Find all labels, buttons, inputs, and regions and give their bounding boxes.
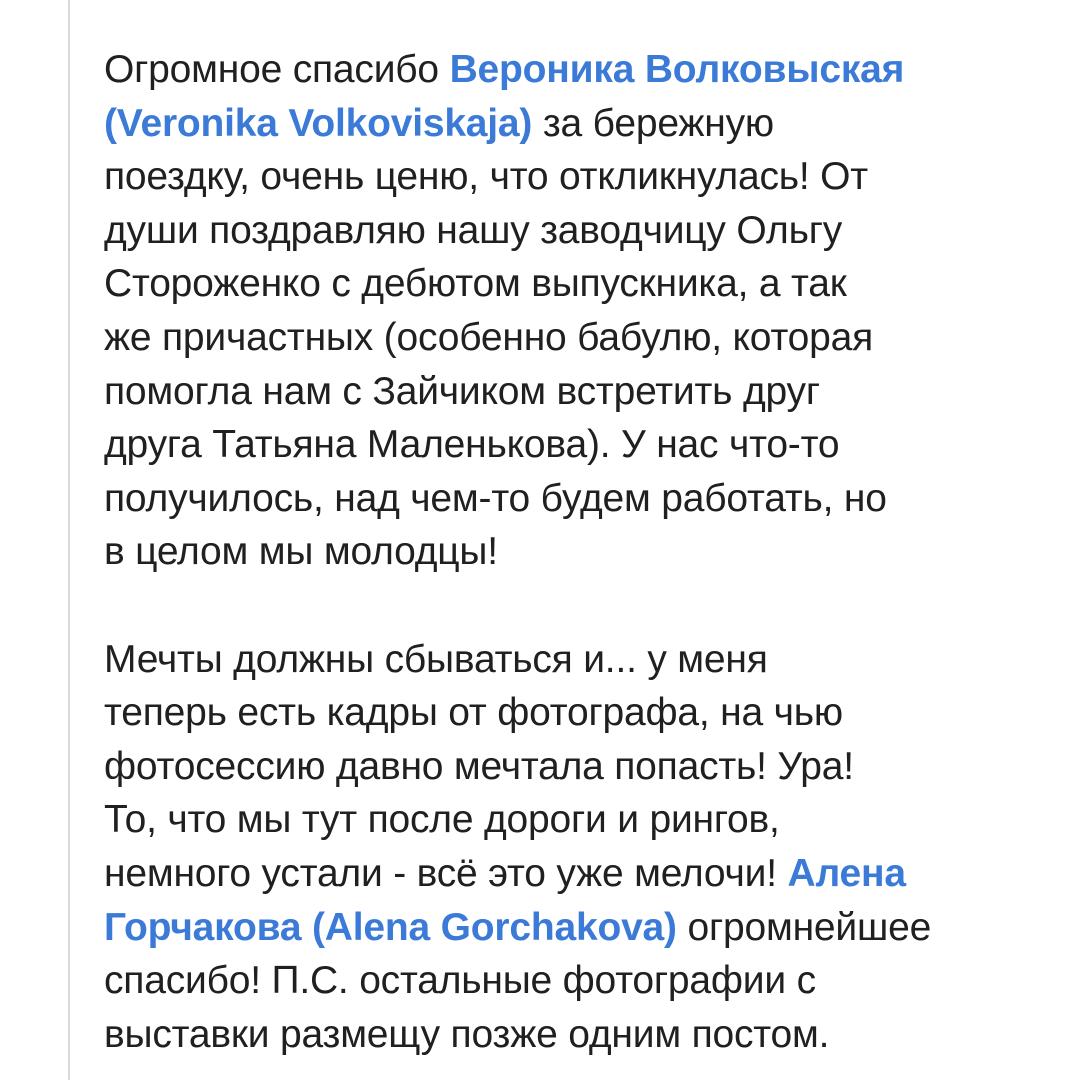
paragraph-gap (104, 579, 1034, 633)
mention-link-alena[interactable]: Алена (787, 851, 906, 895)
text-line: То, что мы тут после дороги и рингов, (104, 798, 780, 842)
post-body (104, 43, 1034, 1061)
text-line: огромнейшее (676, 905, 932, 949)
text-line: же причастных (особенно бабулю, которая (104, 315, 874, 359)
text-line: Стороженко с дебютом выпускника, а так (104, 262, 847, 306)
text-line: помогла нам с Зайчиком встретить друг (104, 369, 820, 413)
paragraph-1 (104, 43, 1034, 579)
text-line: фотосессию давно мечтала попасть! Ура! (104, 744, 854, 788)
text-line: спасибо! П.С. остальные фотографии с (104, 959, 816, 1003)
text-line: Огромное спасибо (104, 48, 450, 91)
text-line: в целом мы молодцы! (104, 530, 498, 574)
text-line: поездку, очень ценю, что откликнулась! От (104, 155, 868, 199)
text-line: друга Татьяна Маленькова). У нас что-то (104, 423, 840, 467)
text-line: немного устали - всё это уже мелочи! (104, 851, 788, 895)
text-line: теперь есть кадры от фотографа, на чью (104, 691, 843, 735)
text-line: за бережную (532, 101, 774, 145)
text-line: души поздравляю нашу заводчицу Ольгу (104, 208, 843, 252)
left-divider (68, 0, 70, 1080)
text-line: получилось, над чем-то будем работать, но (104, 476, 887, 520)
mention-link-alena-full[interactable]: Горчакова (Alena Gorchakova) (104, 905, 677, 949)
mention-link-veronika[interactable]: Вероника Волковыская (449, 48, 905, 91)
text-line: выставки размещу позже одним постом. (104, 1012, 830, 1056)
text-line: Мечты должны сбываться и... у меня (104, 637, 768, 681)
mention-link-veronika-latin[interactable]: (Veronika Volkoviskaja) (104, 101, 533, 145)
paragraph-2 (104, 633, 1034, 1062)
